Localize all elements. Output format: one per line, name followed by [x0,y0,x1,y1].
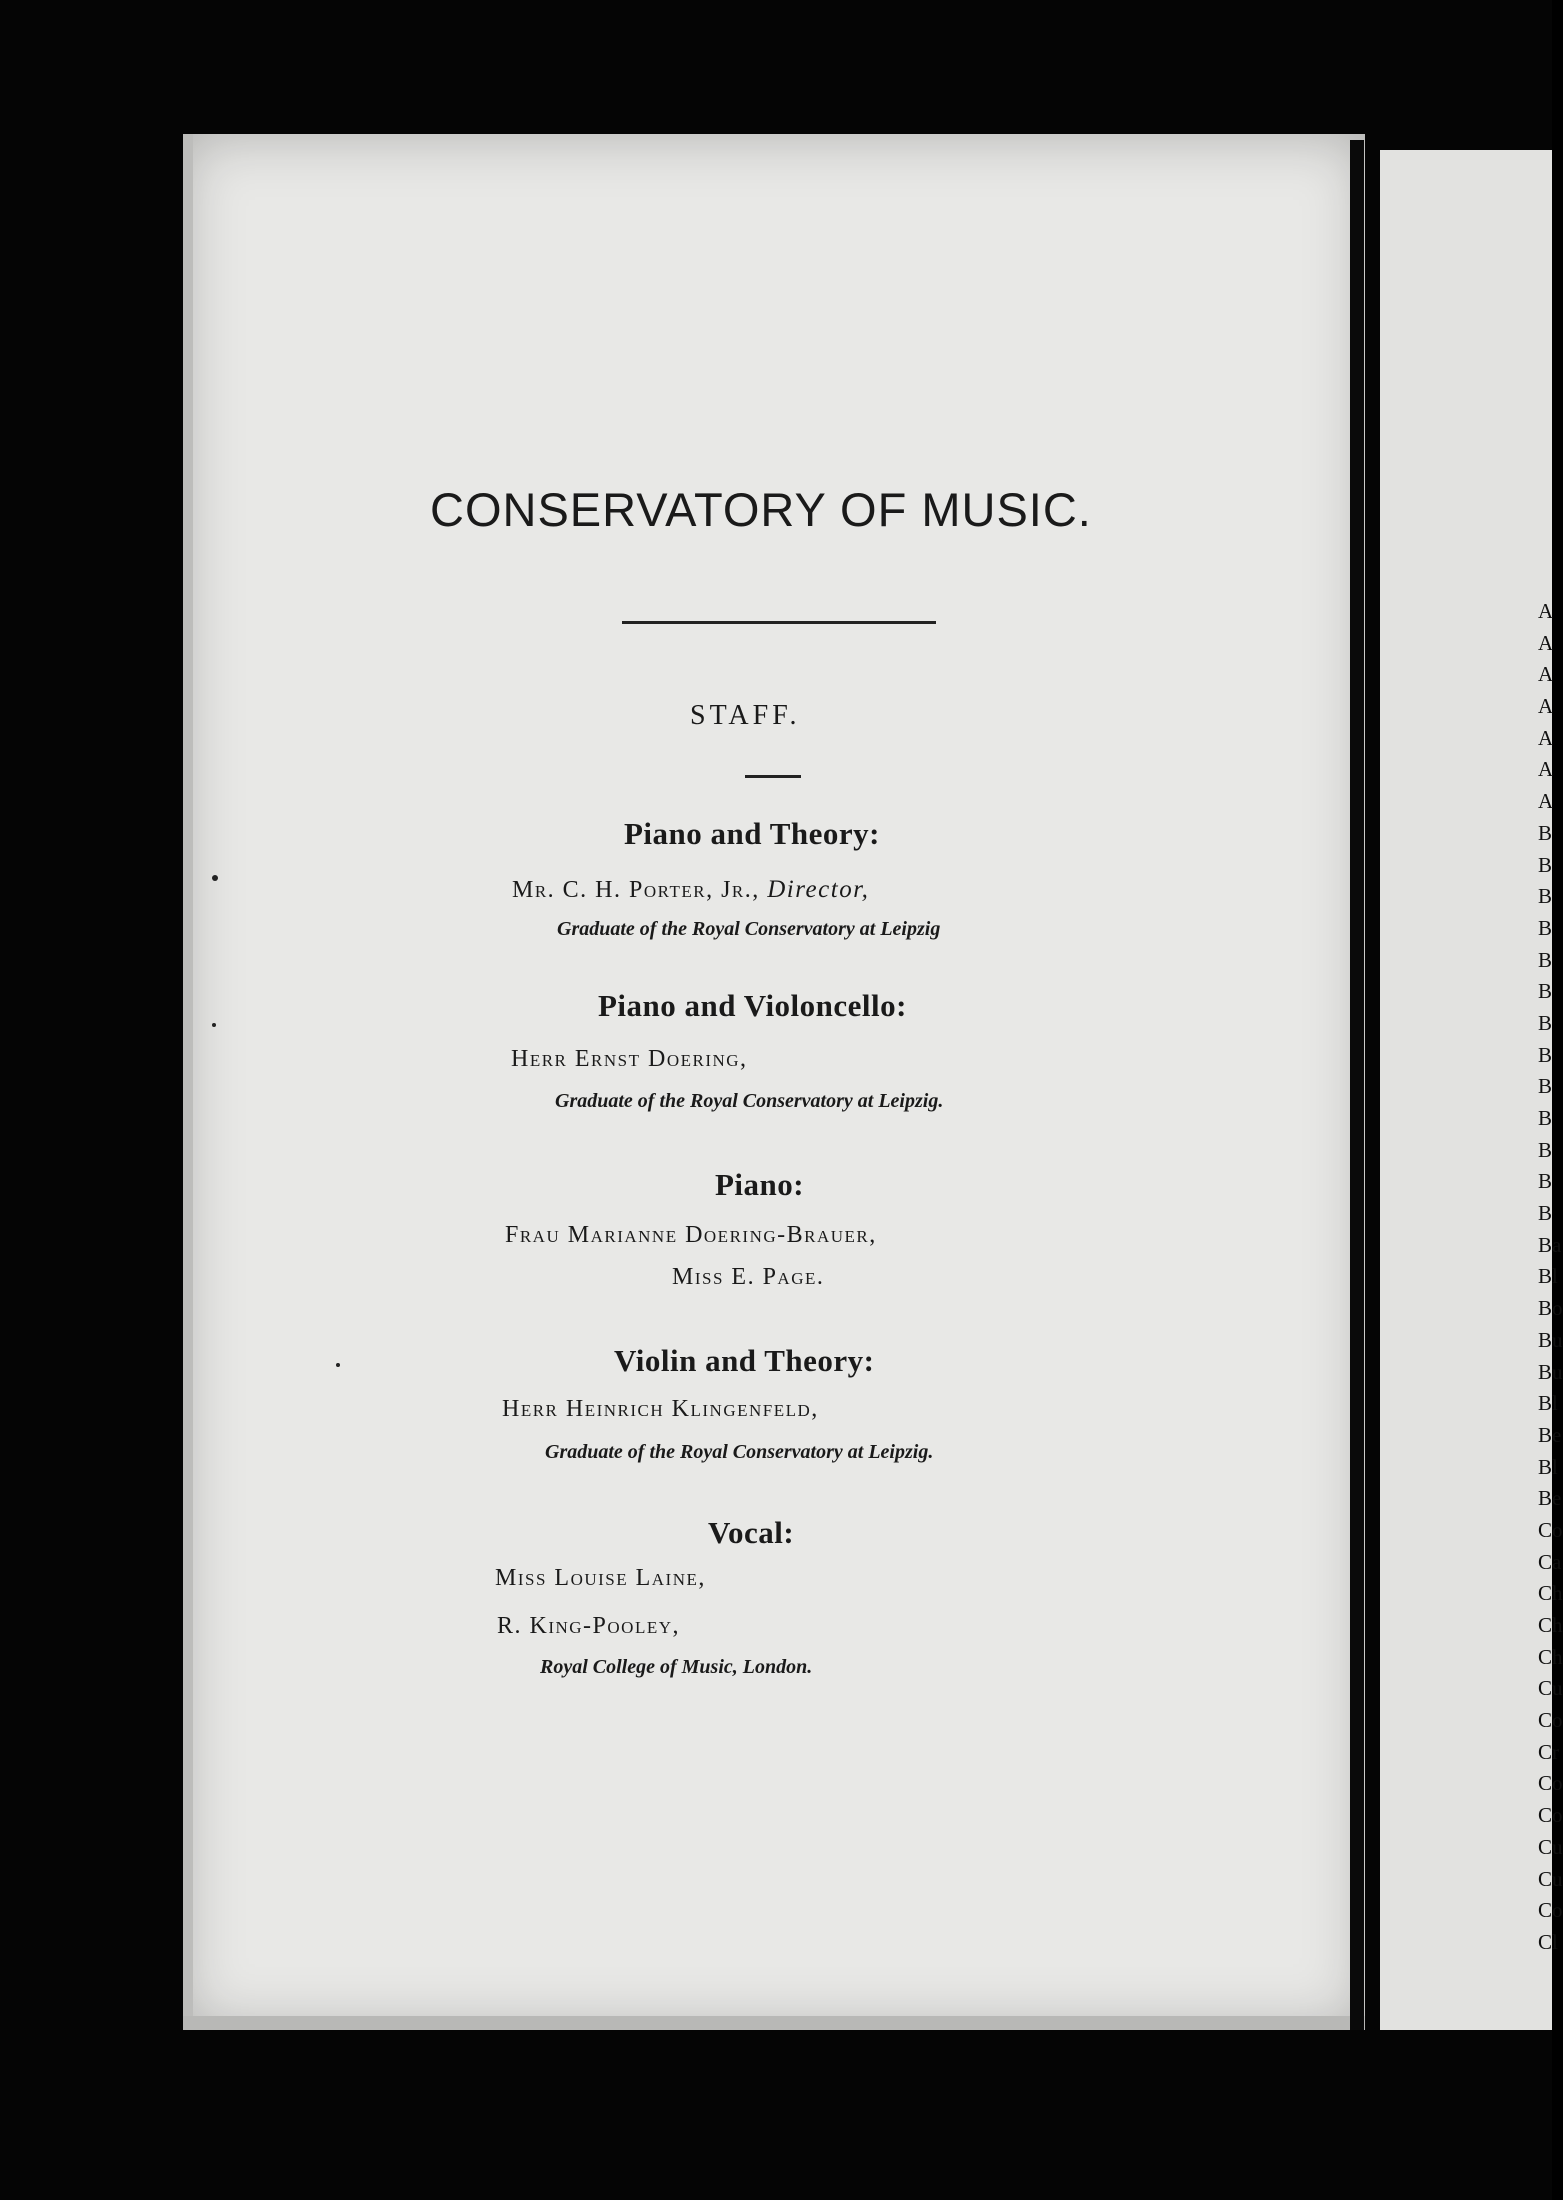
facing-page-letter: A [1538,725,1554,750]
facing-page-letter: Cr [1538,1739,1559,1764]
facing-page-letter: B [1538,1010,1553,1035]
facing-page-letter: Co [1538,1708,1563,1733]
facing-page-letter: Bo [1538,1296,1563,1321]
facing-page-letter: B [1538,820,1553,845]
facing-page-letter: Cu [1538,1834,1563,1859]
facing-page-letter: Bl [1538,1454,1558,1479]
facing-page-letter: B [1538,1137,1553,1162]
facing-page-letter: A [1538,630,1554,655]
facing-page-letter: Cu [1538,1676,1563,1701]
facing-page [1380,150,1563,2030]
staff-name [512,876,869,904]
facing-page-letter: Co [1538,1803,1563,1828]
staff-name: Herr Ernst Doering, [511,1046,748,1072]
facing-page-letter: B [1538,979,1553,1004]
group-heading-violin-theory: Violin and Theory: [614,1343,875,1378]
book-binding [1350,140,1364,2030]
staff-credential: Royal College of Music, London. [540,1656,813,1678]
scan-speck [212,1023,216,1027]
facing-page-letter: A [1538,789,1554,814]
facing-page-letter: B [1538,947,1553,972]
staff-credential: Graduate of the Royal Conservatory at Leipzig [557,918,941,940]
facing-page-letter: B [1538,1042,1553,1067]
left-page [183,134,1365,2030]
page-edge [183,2016,1365,2030]
staff-name: Herr Heinrich Klingenfeld, [502,1396,819,1422]
section-heading: STAFF. [690,700,801,731]
staff-name: R. King-Pooley, [497,1613,680,1639]
staff-name: Miss Louise Laine, [495,1565,706,1591]
staff-name-text: Mr. C. H. Porter, Jr., [512,877,760,903]
facing-page-letter: A [1538,662,1554,687]
page-title: CONSERVATORY OF MUSIC. [430,483,1092,536]
facing-page-letter: Ca [1538,1549,1562,1574]
staff-credential: Graduate of the Royal Conservatory at Leipzig. [545,1441,934,1463]
facing-page-letter: B [1538,915,1553,940]
facing-page-letter: Bu [1538,1359,1563,1384]
page-edge [183,134,193,2030]
facing-page-letter: Cl [1538,1929,1558,1954]
staff-role: Director, [767,876,870,903]
facing-page-letter: B [1538,1106,1553,1130]
group-heading-piano-violoncello: Piano and Violoncello: [598,988,907,1023]
facing-page-letter: Ch [1538,1581,1563,1606]
facing-page-letter: Co [1538,1898,1563,1923]
scan-speck [212,875,218,881]
scan-speck [336,1363,340,1367]
staff-credential: Graduate of the Royal Conservatory at Leipzig. [555,1090,944,1112]
facing-page-letter: Ch [1538,1613,1563,1637]
facing-page-letter: B [1538,852,1553,877]
facing-page-letter: Ba [1538,1232,1562,1257]
facing-page-letter: Bu [1538,1327,1563,1352]
facing-page-letter: Cu [1538,1866,1563,1891]
group-heading-piano: Piano: [715,1167,805,1202]
facing-page-letter: Co [1538,1771,1563,1796]
facing-page-letter: Bl [1538,1391,1558,1416]
group-heading-piano-theory: Piano and Theory: [624,816,880,851]
facing-page-letter: B [1538,1169,1553,1194]
facing-page-letter: B [1538,1074,1553,1099]
staff-name: Frau Marianne Doering-Brauer, [505,1222,877,1248]
facing-page-letter: Bl [1538,1264,1558,1289]
facing-page-letter: B [1538,1201,1553,1226]
facing-page-letter: Co [1538,1517,1563,1542]
facing-page-letter: A [1538,599,1554,623]
staff-name: Miss E. Page. [672,1264,825,1290]
divider-rule [745,775,801,778]
divider-rule [622,621,936,624]
facing-page-text [1538,596,1563,1959]
facing-page-letter: A [1538,757,1554,782]
facing-page-letter: Be [1538,1486,1562,1511]
facing-page-letter: B [1538,884,1553,909]
facing-page-letter: A [1538,694,1554,719]
facing-page-letter: Be [1538,1422,1562,1447]
group-heading-vocal: Vocal: [708,1515,795,1550]
facing-page-letter: Ch [1538,1644,1563,1669]
